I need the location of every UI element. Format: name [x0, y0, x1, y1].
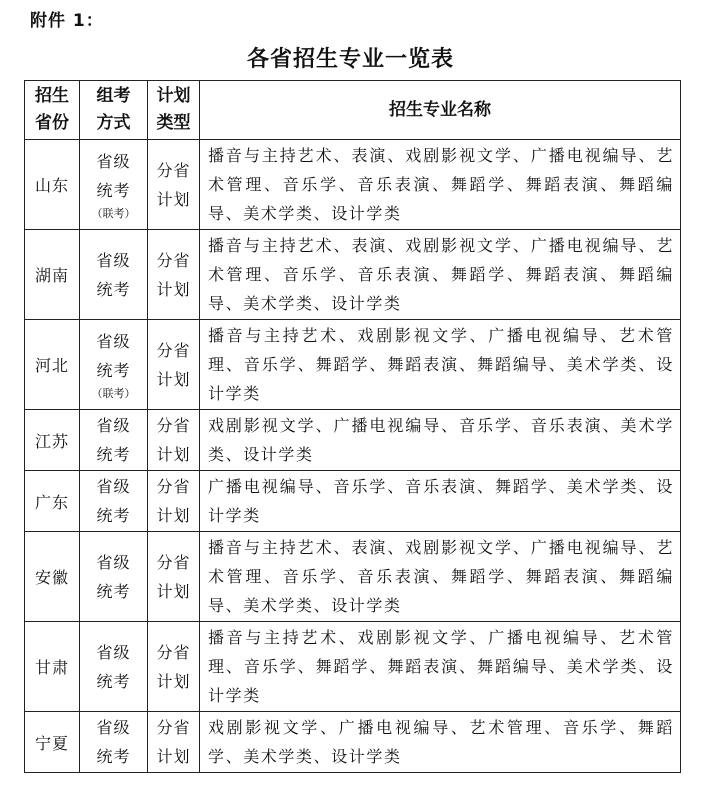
province-cell: 宁夏: [25, 712, 80, 773]
majors-cell: 播音与主持艺术、表演、戏剧影视文学、广播电视编导、艺术管理、音乐学、音乐表演、舞蹈学、舞蹈表演、舞蹈编导、美术学类、设计学类: [200, 532, 681, 622]
province-cell: 安徽: [25, 532, 80, 622]
plan-type-cell: 分省计划: [148, 230, 200, 320]
province-cell: 广东: [25, 471, 80, 532]
majors-cell: 戏剧影视文学、广播电视编导、艺术管理、音乐学、舞蹈学、美术学类、设计学类: [200, 712, 681, 773]
majors-table: [24, 80, 681, 773]
table-row: [25, 320, 681, 410]
plan-type-cell: 分省计划: [148, 532, 200, 622]
exam-mode-cell: 省级统考: [80, 410, 148, 471]
table-row: [25, 622, 681, 712]
province-cell: 湖南: [25, 230, 80, 320]
exam-mode-cell: 省级统考: [80, 712, 148, 773]
exam-mode-cell: 省级统考: [80, 230, 148, 320]
table-row: [25, 471, 681, 532]
exam-mode-cell: 省级统考: [80, 532, 148, 622]
majors-cell: 广播电视编导、音乐学、音乐表演、舞蹈学、美术学类、设计学类: [200, 471, 681, 532]
province-cell: 江苏: [25, 410, 80, 471]
province-cell: 河北: [25, 320, 80, 410]
plan-type-cell: 分省计划: [148, 622, 200, 712]
exam-mode-cell: 省级统考 （联考）: [80, 140, 148, 230]
province-cell: 甘肃: [25, 622, 80, 712]
header-province: 招生省份: [25, 81, 80, 140]
province-cell: 山东: [25, 140, 80, 230]
table-row: [25, 712, 681, 773]
majors-cell: 播音与主持艺术、表演、戏剧影视文学、广播电视编导、艺术管理、音乐学、音乐表演、舞蹈学、舞蹈表演、舞蹈编导、美术学类、设计学类: [200, 140, 681, 230]
attachment-label: 附件 1：: [30, 11, 104, 31]
majors-cell: 播音与主持艺术、戏剧影视文学、广播电视编导、艺术管理、音乐学、舞蹈学、舞蹈表演、舞蹈编导、美术学类、设计学类: [200, 622, 681, 712]
table-row: [25, 230, 681, 320]
exam-mode-note: （联考）: [91, 386, 136, 400]
plan-type-cell: 分省计划: [148, 712, 200, 773]
header-exam-mode: 组考方式: [80, 81, 148, 140]
exam-mode-note: （联考）: [91, 206, 136, 220]
majors-cell: 播音与主持艺术、戏剧影视文学、广播电视编导、艺术管理、音乐学、舞蹈学、舞蹈表演、舞蹈编导、美术学类、设计学类: [200, 320, 681, 410]
header-plan-type: 计划类型: [148, 81, 200, 140]
table-row: [25, 410, 681, 471]
document-title: 各省招生专业一览表: [246, 47, 454, 72]
majors-cell: 播音与主持艺术、表演、戏剧影视文学、广播电视编导、艺术管理、音乐学、音乐表演、舞蹈学、舞蹈表演、舞蹈编导、美术学类、设计学类: [200, 230, 681, 320]
plan-type-cell: 分省计划: [148, 471, 200, 532]
table-row: [25, 140, 681, 230]
plan-type-cell: 分省计划: [148, 320, 200, 410]
plan-type-cell: 分省计划: [148, 410, 200, 471]
exam-mode-cell: 省级统考: [80, 471, 148, 532]
majors-cell: 戏剧影视文学、广播电视编导、音乐学、音乐表演、美术学类、设计学类: [200, 410, 681, 471]
table-header-row: [25, 81, 681, 140]
exam-mode-cell: 省级统考: [80, 622, 148, 712]
table-row: [25, 532, 681, 622]
exam-mode-cell: 省级统考 （联考）: [80, 320, 148, 410]
plan-type-cell: 分省计划: [148, 140, 200, 230]
header-majors: 招生专业名称: [200, 81, 681, 140]
